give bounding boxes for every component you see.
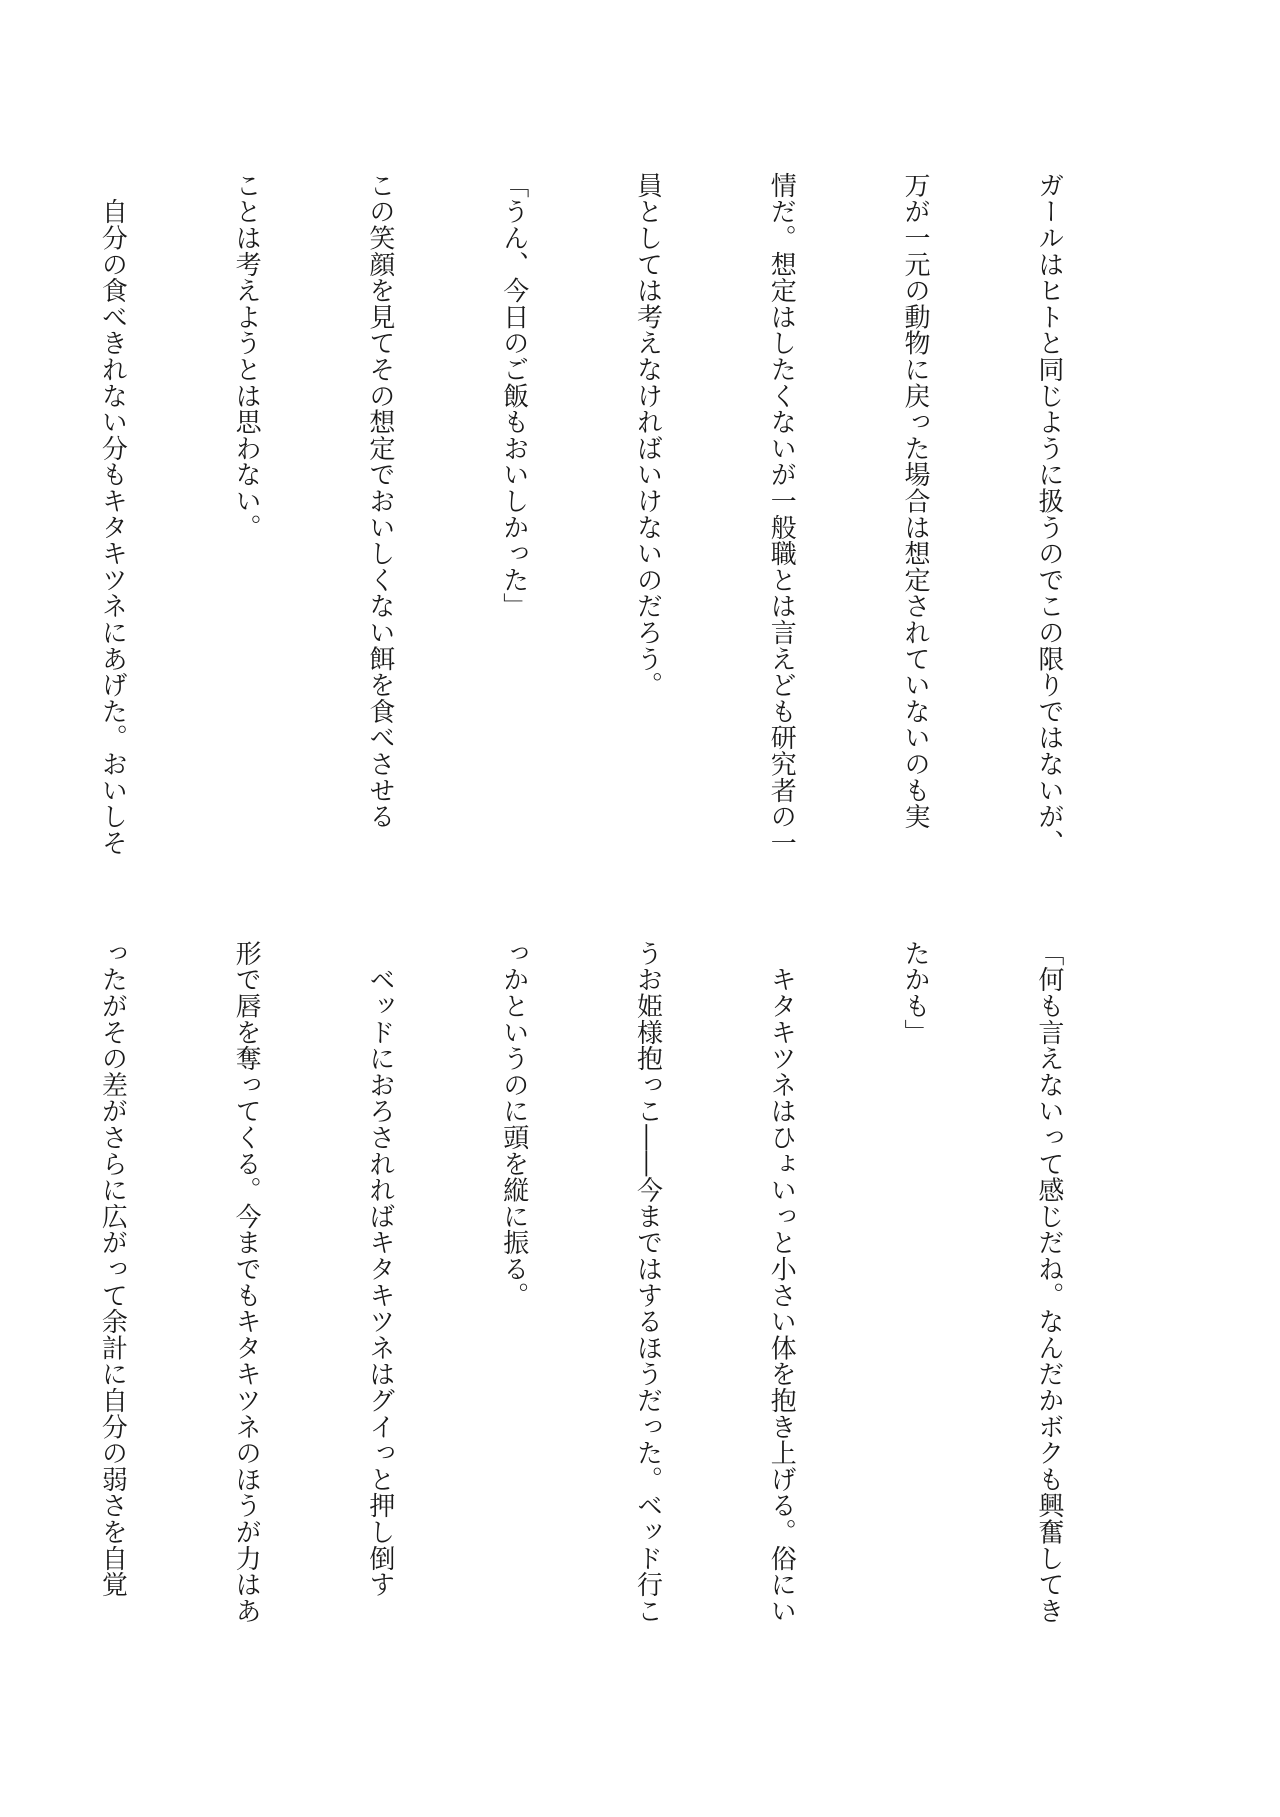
text-line: 員としては考えなければいけないのだろう。 xyxy=(632,172,663,698)
text-line: キタキツネはひょいっと小さい体を抱き上げる。俗にい xyxy=(766,940,797,1624)
text-line xyxy=(0,172,1,872)
text-line: 情だ。想定はしたくないが一般職とは言えども研究者の一 xyxy=(766,172,797,856)
text-line: ベッドにおろされればキタキツネはグイっと押し倒す xyxy=(364,940,395,1598)
text-line xyxy=(0,940,1,1640)
text-line: 「何も言えないって感じだね。なんだかボクも興奮してき xyxy=(1033,940,1064,1624)
text-line: っかというのに頭を縦に振る。 xyxy=(498,940,529,1309)
text-line: 万が一元の動物に戻った場合は想定されていないのも実 xyxy=(900,172,931,830)
text-line: ガールはヒトと同じように扱うのでこの限りではないが、 xyxy=(1033,172,1064,856)
text-line: 自分の食べきれない分もキタキツネにあげた。おいしそ xyxy=(97,172,128,856)
text-line: ったがその差がさらに広がって余計に自分の弱さを自覚 xyxy=(97,940,128,1598)
text-line: うお姫様抱っこ――今まではするほうだった。ベッド行こ xyxy=(632,940,663,1624)
text-line: たかも」 xyxy=(900,940,931,1046)
text-line: 「うん、今日のご飯もおいしかった」 xyxy=(498,172,529,620)
text-line: この笑顔を見てその想定でおいしくない餌を食べさせる xyxy=(364,172,395,830)
text-line: ことは考えようとは思わない。 xyxy=(231,172,262,541)
text-block-top xyxy=(97,172,1160,872)
text-block-bottom xyxy=(97,940,1160,1640)
text-line: 形で唇を奪ってくる。今までもキタキツネのほうが力はあ xyxy=(231,940,262,1624)
